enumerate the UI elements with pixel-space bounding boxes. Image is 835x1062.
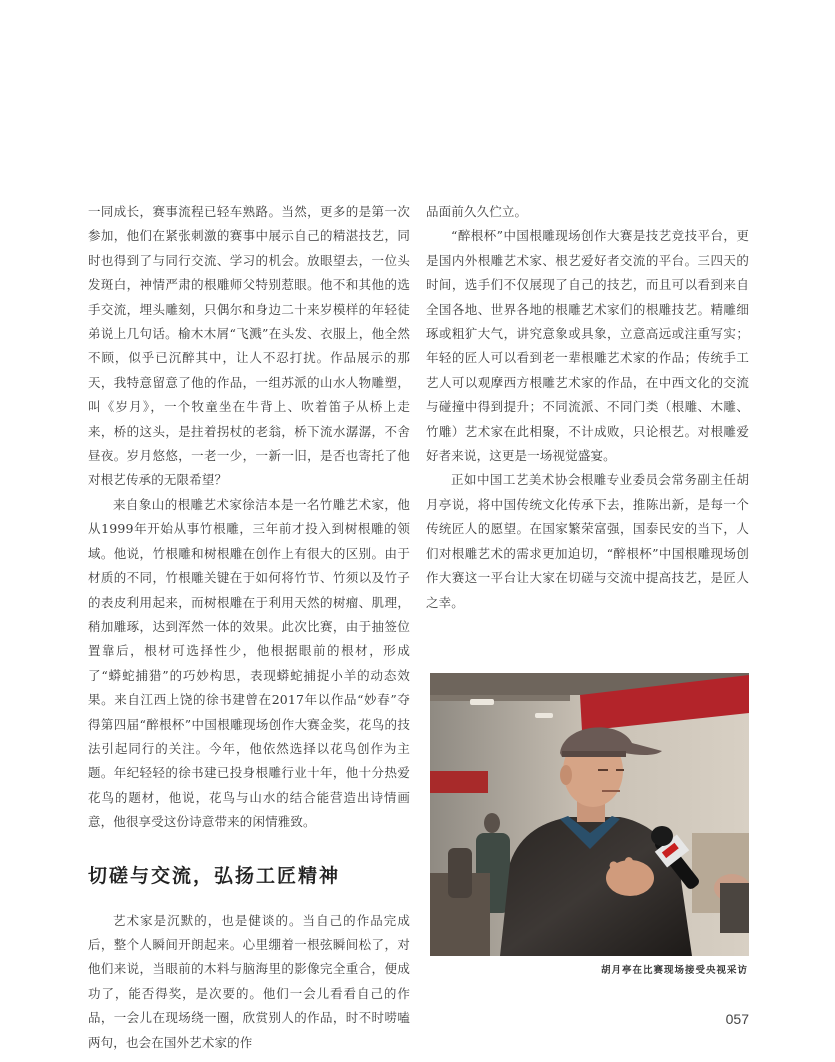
paragraph: 艺术家是沉默的，也是健谈的。当自己的作品完成后，整个人瞬间开朗起来。心里绷着一根弦瞬间松了，对他们来说，当眼前的木料与脑海里的影像完全重合，便成功了，能否得奖，是次要的。他们一会儿看看自己的作品，一会儿在现场绕一圈，欣赏别人的作品，时不时唠嗑两句，也会在国外艺术家的作 [88,912,410,1050]
page-number: 057 [725,1011,749,1027]
right-text-column [426,200,749,615]
paragraph: 来自象山的根雕艺术家徐洁本是一名竹雕艺术家，他从1999年开始从事竹根雕，三年前才投入到树根雕的领域。他说，竹根雕和树根雕在创作上有很大的区别。由于材质的不同，竹根雕关键在于如何将竹节、竹须以及竹子的表皮利用起来，而树根雕在于利用天然的树瘤、肌理，稍加雕琢，达到浑然一体的效果。此次比赛，由于抽签位置靠后，根材可选择性少，他根据眼前的根材，形成了“蟒蛇捕猎”的巧妙构思，表现蟒蛇捕捉小羊的动态效果。来自江西上饶的徐书建曾在2017年以作品“妙春”夺得第四届“醉根杯”中国根雕现场创作大赛金奖，花鸟的技法引起同行的关注。今年，他依然选择以花鸟创作为主题。年纪轻轻的徐书建已投身根雕行业十年，他十分热爱花鸟的题材，他说，花鸟与山水的结合能营造出诗情画意，他很享受这份诗意带来的闲情雅致。 [88,496,410,830]
photo-caption: 胡月亭在比赛现场接受央视采访 [600,965,748,976]
paragraph: 品面前久久伫立。 [426,204,528,219]
paragraph: 正如中国工艺美术协会根雕专业委员会常务副主任胡月亭说，将中国传统文化传承下去，推陈出新，是每一个传统匠人的愿望。在国家繁荣富强，国泰民安的当下，人们对根雕艺术的需求更加迫切，“醉根杯”中国根雕现场创作大赛这一平台让大家在切磋与交流中提高技艺，是匠人之幸。 [426,472,749,610]
section-heading: 切磋与交流，弘扬工匠精神 [88,864,341,887]
left-text-column [88,200,410,1055]
paragraph: 一同成长，赛事流程已轻车熟路。当然，更多的是第一次参加，他们在紧张刺激的赛事中展示自己的精湛技艺，同时也得到了与同行交流、学习的机会。放眼望去，一位头发斑白，神情严肃的根雕师父特别惹眼。他不和其他的选手交流，埋头雕刻，只偶尔和身边二十来岁模样的年轻徒弟说上几句话。榆木木屑“飞溅”在头发、衣服上，他全然不顾，似乎已沉醉其中，让人不忍打扰。作品展示的那天，我特意留意了他的作品，一组苏派的山水人物雕塑，叫《岁月》，一个牧童坐在牛背上、吹着笛子从桥上走来，桥的这头，是拄着拐杖的老翁，桥下流水潺潺，不舍昼夜。岁月悠悠，一老一少，一新一旧，是否也寄托了他对根艺传承的无限希望？ [88,204,410,488]
interview-photo [430,673,749,956]
paragraph: “醉根杯”中国根雕现场创作大赛是技艺竞技平台，更是国内外根雕艺术家、根艺爱好者交流的平台。三四天的时间，选手们不仅展现了自己的技艺，而且可以看到来自全国各地、世界各地的根雕艺术家们的根雕技艺。精雕细琢或粗犷大气，讲究意象或具象，立意高远或注重写实；年轻的匠人可以看到老一辈根雕艺术家的作品；传统手工艺人可以观摩西方根雕艺术家的作品，在中西文化的交流与碰撞中得到提升；不同流派、不同门类（根雕、木雕、竹雕）艺术家在此相聚，不计成败，只论根艺。对根雕爱好者来说，这更是一场视觉盛宴。 [426,228,749,464]
